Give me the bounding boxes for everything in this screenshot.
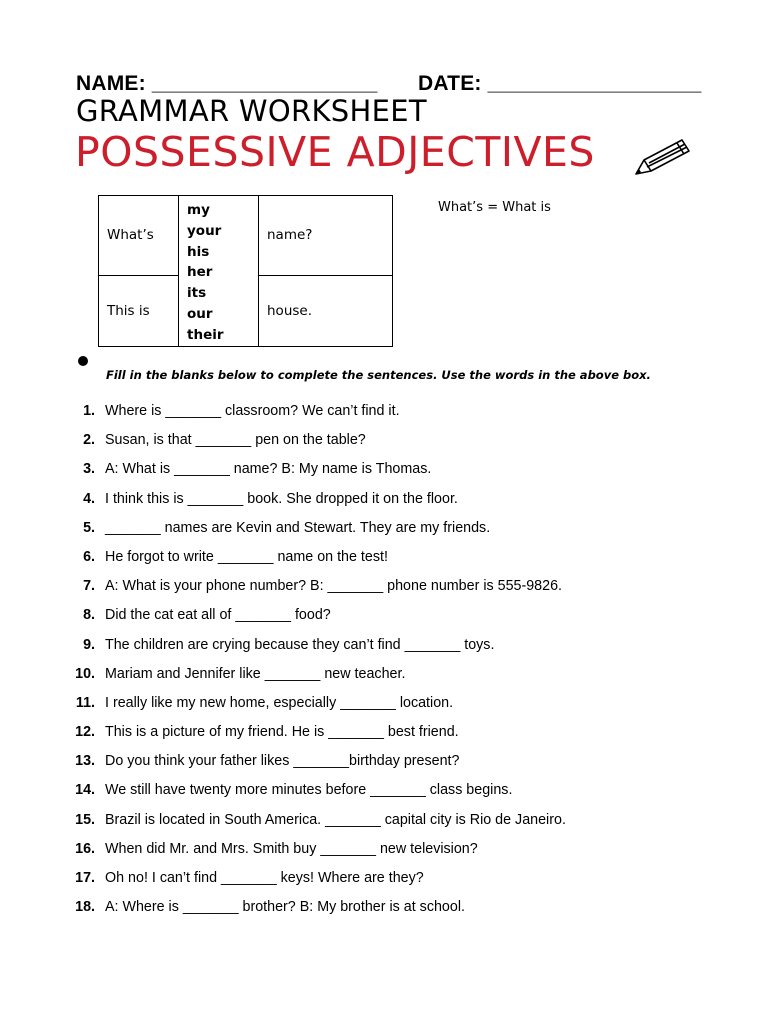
adjective-list xyxy=(179,196,259,347)
adjective-item: their xyxy=(187,326,224,343)
possessive-adjectives-table xyxy=(98,195,393,347)
question-item xyxy=(66,432,566,461)
pencil-icon xyxy=(632,136,692,178)
question-text: When did Mr. and Mrs. Smith buy _______ new television? xyxy=(105,840,478,857)
question-number: 7. xyxy=(83,578,95,595)
question-item xyxy=(66,899,566,928)
question-item xyxy=(66,666,566,695)
question-item xyxy=(66,812,566,841)
question-item xyxy=(66,403,566,432)
question-item xyxy=(66,841,566,870)
question-number: 1. xyxy=(83,403,95,419)
question-item xyxy=(66,753,566,782)
question-number: 9. xyxy=(83,636,95,653)
question-number: 8. xyxy=(83,607,95,624)
question-number: 17. xyxy=(75,870,95,886)
table-cell-this-is: This is xyxy=(99,275,179,346)
date-field-label: DATE: __________________ xyxy=(418,72,702,95)
question-item xyxy=(66,578,566,607)
question-text: A: Where is _______ brother? B: My brother is at school. xyxy=(105,899,465,916)
question-item xyxy=(66,461,566,490)
question-text: The children are crying because they can’t find _______ toys. xyxy=(105,636,495,653)
question-number: 15. xyxy=(75,811,95,828)
adjective-item: your xyxy=(187,222,222,239)
instructions: Fill in the blanks below to complete the sentences. Use the words in the above box. xyxy=(106,368,651,382)
question-number: 16. xyxy=(75,840,95,857)
question-text: He forgot to write _______ name on the test! xyxy=(105,548,388,565)
question-number: 13. xyxy=(75,753,95,770)
question-text: Mariam and Jennifer like _______ new teacher. xyxy=(105,665,406,682)
worksheet-title: POSSESSIVE ADJECTIVES xyxy=(75,128,595,176)
question-text: Did the cat eat all of _______ food? xyxy=(105,607,331,624)
question-number: 10. xyxy=(75,665,95,682)
adjective-item: my xyxy=(187,202,210,218)
question-number: 2. xyxy=(83,432,95,449)
question-text: We still have twenty more minutes before _______ class begins. xyxy=(105,782,513,799)
question-text: Oh no! I can’t find _______ keys! Where are they? xyxy=(105,870,424,886)
question-number: 12. xyxy=(75,724,95,741)
contraction-note: What’s = What is xyxy=(438,200,551,215)
table-cell-house: house. xyxy=(259,275,393,346)
question-text: A: What is _______ name? B: My name is Thomas. xyxy=(105,461,432,478)
question-number: 3. xyxy=(83,461,95,478)
question-item xyxy=(66,549,566,578)
question-list xyxy=(66,403,566,928)
table-cell-whats: What’s xyxy=(99,196,179,276)
question-number: 14. xyxy=(75,782,95,799)
worksheet-subtitle: GRAMMAR WORKSHEET xyxy=(76,94,427,128)
adjective-item: his xyxy=(187,243,210,260)
question-item xyxy=(66,870,566,899)
question-number: 18. xyxy=(75,899,95,916)
question-text: I really like my new home, especially _______ location. xyxy=(105,694,454,711)
adjective-item: its xyxy=(187,285,207,302)
bullet-icon xyxy=(78,356,88,366)
question-item xyxy=(66,607,566,636)
question-text: I think this is _______ book. She dropped it on the floor. xyxy=(105,490,458,507)
question-number: 4. xyxy=(83,490,95,507)
question-text: _______ names are Kevin and Stewart. They are my friends. xyxy=(105,519,491,536)
question-number: 6. xyxy=(83,548,95,565)
question-item xyxy=(66,637,566,666)
table-cell-name: name? xyxy=(259,196,393,276)
question-item xyxy=(66,491,566,520)
adjective-item: our xyxy=(187,305,213,322)
question-item xyxy=(66,782,566,811)
question-text: Do you think your father likes _______birthday present? xyxy=(105,753,460,770)
question-text: Brazil is located in South America. _______ capital city is Rio de Janeiro. xyxy=(105,811,566,828)
question-text: Susan, is that _______ pen on the table? xyxy=(105,432,366,449)
question-number: 11. xyxy=(75,694,95,711)
question-item xyxy=(66,724,566,753)
question-text: Where is _______ classroom? We can’t find it. xyxy=(105,403,400,419)
question-text: A: What is your phone number? B: _______ phone number is 555-9826. xyxy=(105,578,563,595)
name-field-label: NAME: ___________________ xyxy=(76,72,378,95)
question-number: 5. xyxy=(83,519,95,536)
question-item xyxy=(66,695,566,724)
adjective-item: her xyxy=(187,264,213,281)
question-item xyxy=(66,520,566,549)
question-text: This is a picture of my friend. He is _______ best friend. xyxy=(105,724,459,741)
